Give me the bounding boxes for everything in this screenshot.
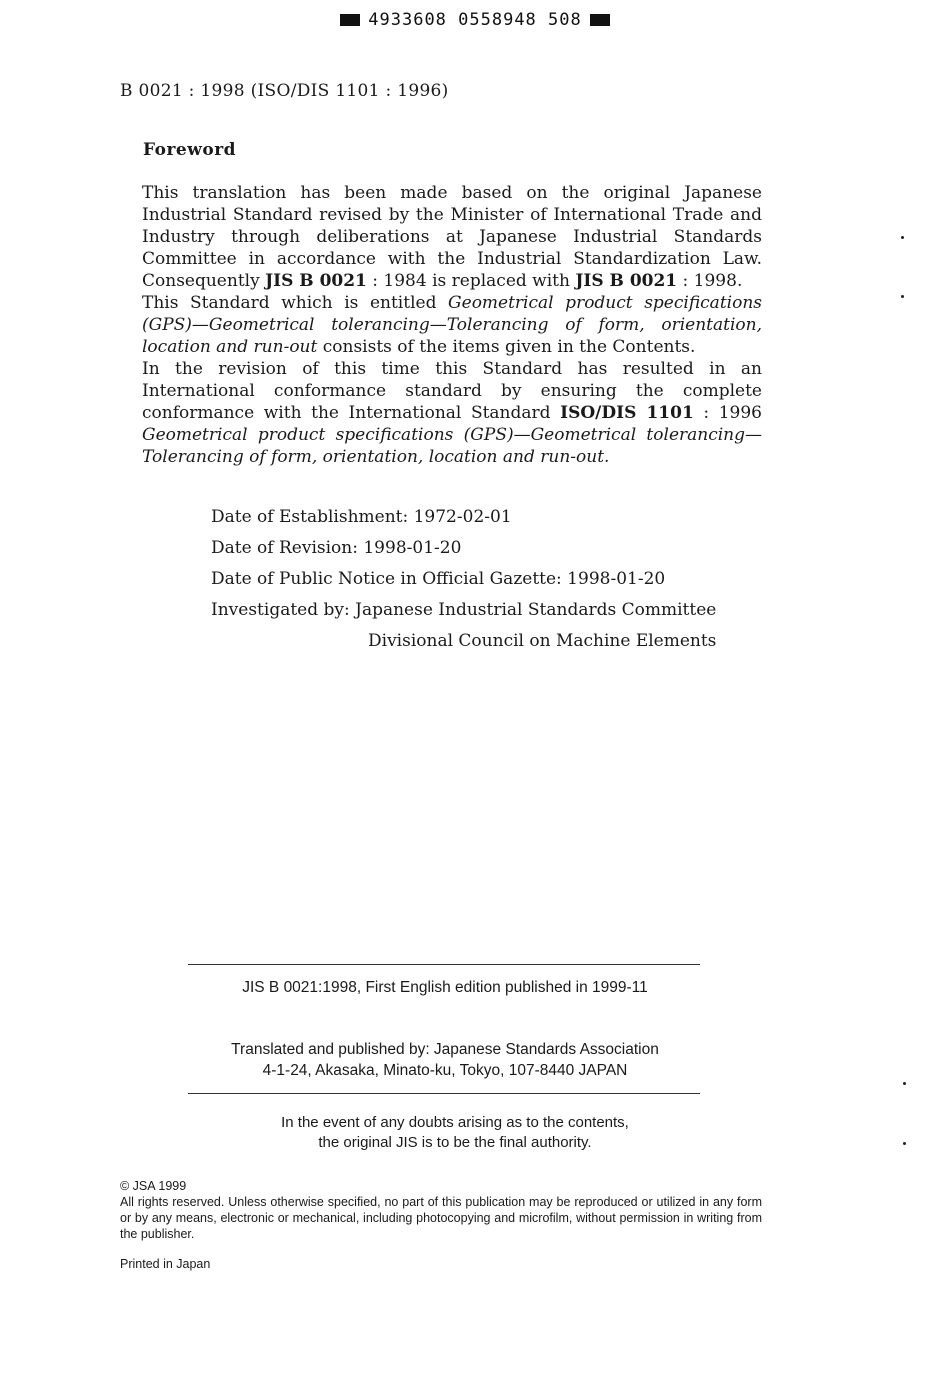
divider-top	[188, 964, 700, 965]
scan-speck	[903, 1082, 906, 1085]
scan-speck	[901, 295, 904, 298]
date-public-notice: Date of Public Notice in Official Gazette: 1998-01-20	[211, 569, 666, 589]
scan-speck	[903, 1142, 906, 1145]
disclaimer-line-1: In the event of any doubts arising as to the contents,	[281, 1114, 629, 1131]
divisional-council: Divisional Council on Machine Elements	[368, 631, 717, 651]
foreword-title: Foreword	[143, 140, 237, 160]
dates-block	[211, 505, 716, 660]
publisher-info: Translated and published by: Japanese Standards Association	[231, 1041, 659, 1058]
barcode-block-left	[340, 14, 360, 26]
foreword-paragraph-3: In the revision of this time this Standard has resulted in an International conformance standard by ensuring the complete conformance with the International Standard ISO/DIS 1101 : 1996 Geometrical product specifications (GPS)—Geometrical tolerancing—Tolerancing of form, orientation, location and run-out.	[142, 359, 762, 467]
foreword-paragraph-2: This Standard which is entitled Geometrical product specifications (GPS)—Geometrical tolerancing—Tolerancing of form, orientation, location and run-out consists of the items given in the Contents.	[142, 293, 762, 357]
investigated-by: Investigated by: Japanese Industrial Standards Committee	[211, 600, 717, 620]
disclaimer	[190, 1113, 720, 1153]
barcode-block-right	[590, 14, 610, 26]
date-revision: Date of Revision: 1998-01-20	[211, 538, 462, 558]
barcode-header	[0, 10, 950, 30]
divider-bottom	[188, 1093, 700, 1094]
barcode-text: 4933608 0558948 508	[368, 10, 582, 30]
document-number: B 0021 : 1998 (ISO/DIS 1101 : 1996)	[120, 81, 449, 101]
foreword-body	[142, 182, 762, 468]
disclaimer-line-2: the original JIS is to be the final authority.	[318, 1134, 592, 1151]
foreword-paragraph-1: This translation has been made based on the original Japanese Industrial Standard revised by the Minister of International Trade and Industry through deliberations at Japanese Industrial Standards Committee in accordance with the Industrial Standardization Law. Consequently JIS B 0021 : 1984 is replaced with JIS B 0021 : 1998.	[142, 183, 762, 291]
rights-statement: All rights reserved. Unless otherwise specified, no part of this publication may be reproduced or utilized in any form or by any means, electronic or mechanical, including photocopying and microfilm, without permission in writing from the publisher.	[120, 1195, 762, 1241]
printed-in: Printed in Japan	[120, 1257, 211, 1271]
scan-speck	[901, 236, 904, 239]
date-establishment: Date of Establishment: 1972-02-01	[211, 507, 512, 527]
edition-info: JIS B 0021:1998, First English edition published in 1999-11	[242, 979, 648, 996]
publisher-address: 4-1-24, Akasaka, Minato-ku, Tokyo, 107-8440 JAPAN	[262, 1062, 628, 1079]
copyright-block	[120, 1178, 762, 1242]
copyright-notice: © JSA 1999	[120, 1179, 187, 1193]
